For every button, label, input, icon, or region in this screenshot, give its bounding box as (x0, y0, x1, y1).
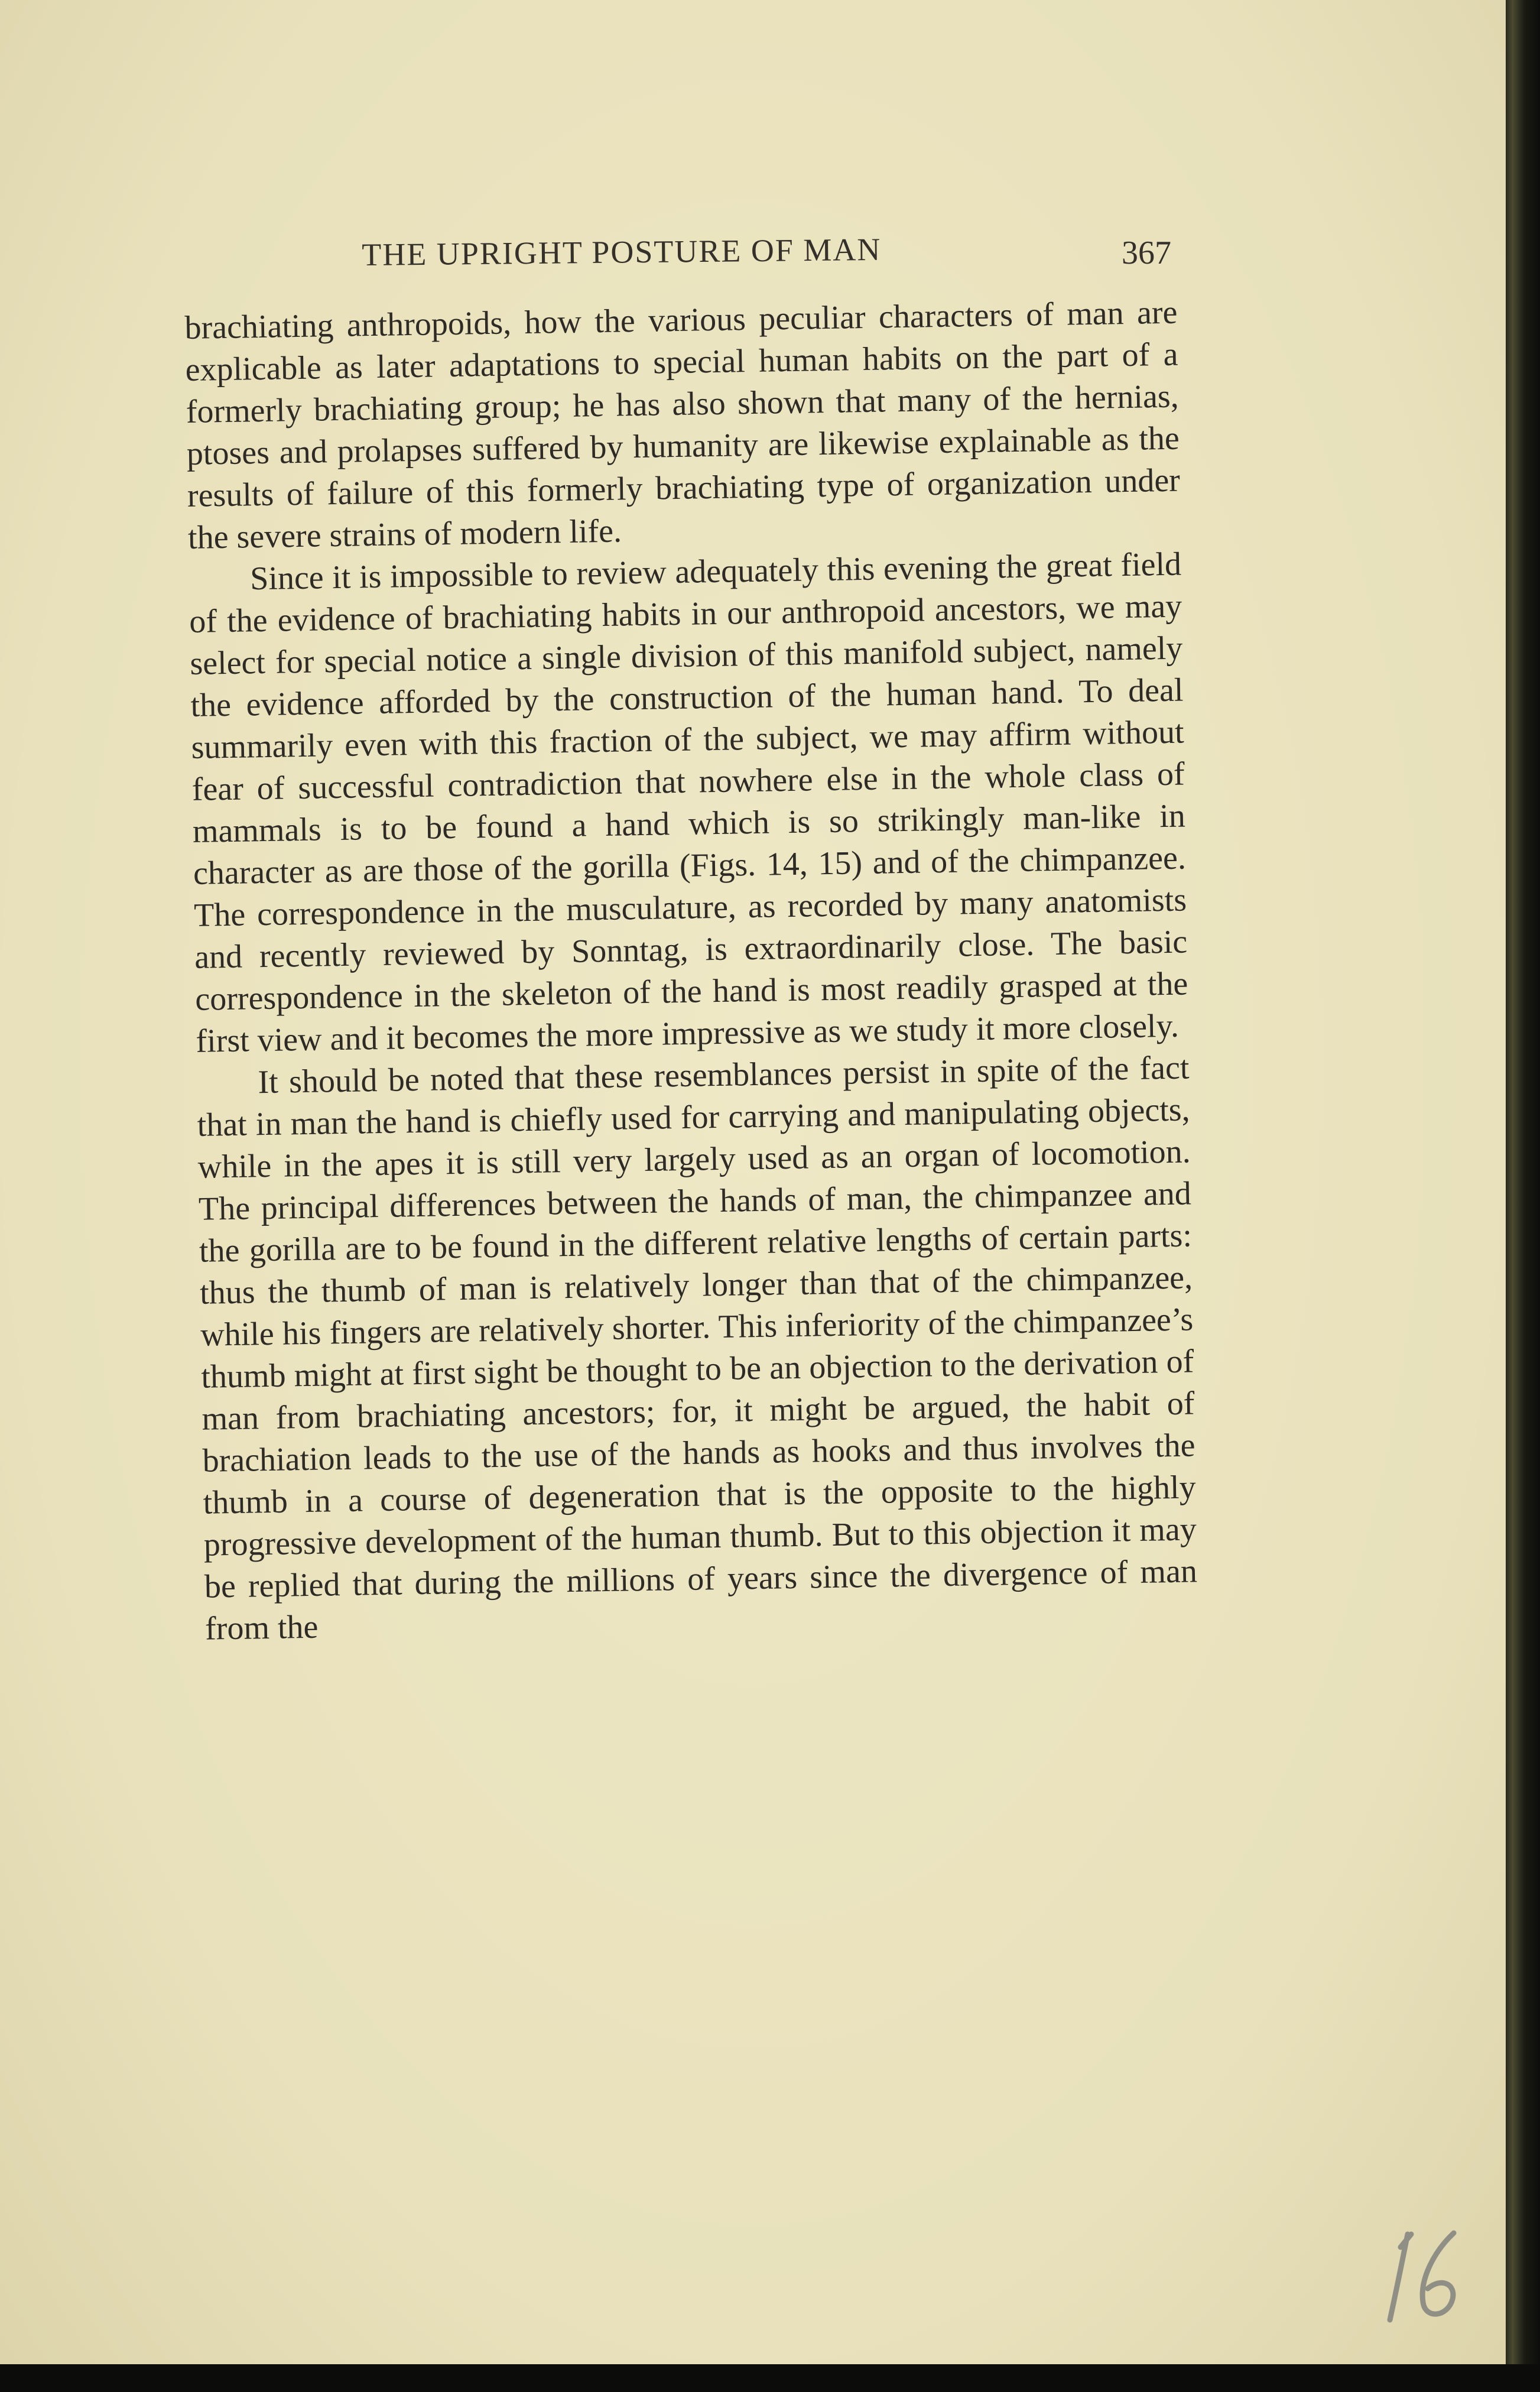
paragraph-1: brachiating anthropoids, how the various peculiar characters of man are explicable as later adaptations to special human habits on the part of a formerly brachiating group; he has also shown that many of the hernias, ptoses and prolapses suffered by humanity are likewise explainable as the results of failure of this formerly brachiating type of organization under the severe strains of modern life. (184, 294, 1181, 556)
page-header (362, 231, 1171, 290)
scan-right-edge (1506, 0, 1540, 2392)
scan-bottom-edge (0, 2364, 1540, 2392)
paragraph-2: Since it is impossible to review adequately this evening the great field of the evidence of brachiating habits in our anthropoid ancestors, we may select for special notice a single division of this manifold subject, namely the evidence afforded by the construction of the human hand. To deal summarily even with this fraction of the subject, we may affirm without fear of successful contradiction that nowhere else in the whole class of mammals is to be found a hand which is so strikingly man-like in character as are those of the gorilla (Figs. 14, 15) and of the chimpanzee. The correspondence in the musculature, as recorded by many anatomists and recently reviewed by Sonntag, is extraordinarily close. The basic correspondence in the skeleton of the hand is most readily grasped at the first view and it becomes the more impressive as we study it more closely. (189, 546, 1188, 1060)
page-number: 367 (1122, 235, 1171, 271)
running-head: THE UPRIGHT POSTURE OF MAN (362, 231, 882, 272)
body-text (184, 292, 1198, 1650)
handwritten-page-mark (1377, 2222, 1471, 2329)
paragraph-3: It should be noted that these resemblances persist in spite of the fact that in man the hand is chiefly used for carrying and manipulating objects, while in the apes it is still very largely used as an organ of locomotion. The principal differences between the hands of man, the chimpanzee and the gorilla are to be found in the different relative lengths of certain parts: thus the thumb of man is relatively longer than that of the chimpanzee, while his fingers are relatively shorter. This inferiority of the chimpanzee’s thumb might at first sight be thought to be an objection to the derivation of man from brachiating ancestors; for, it might be argued, the habit of brachiation leads to the use of the hands as hooks and thus involves the thumb in a course of degeneration that is the opposite to the highly progressive development of the human thumb. But to this objection it may be replied that during the millions of years since the divergence of man from the (197, 1049, 1198, 1647)
